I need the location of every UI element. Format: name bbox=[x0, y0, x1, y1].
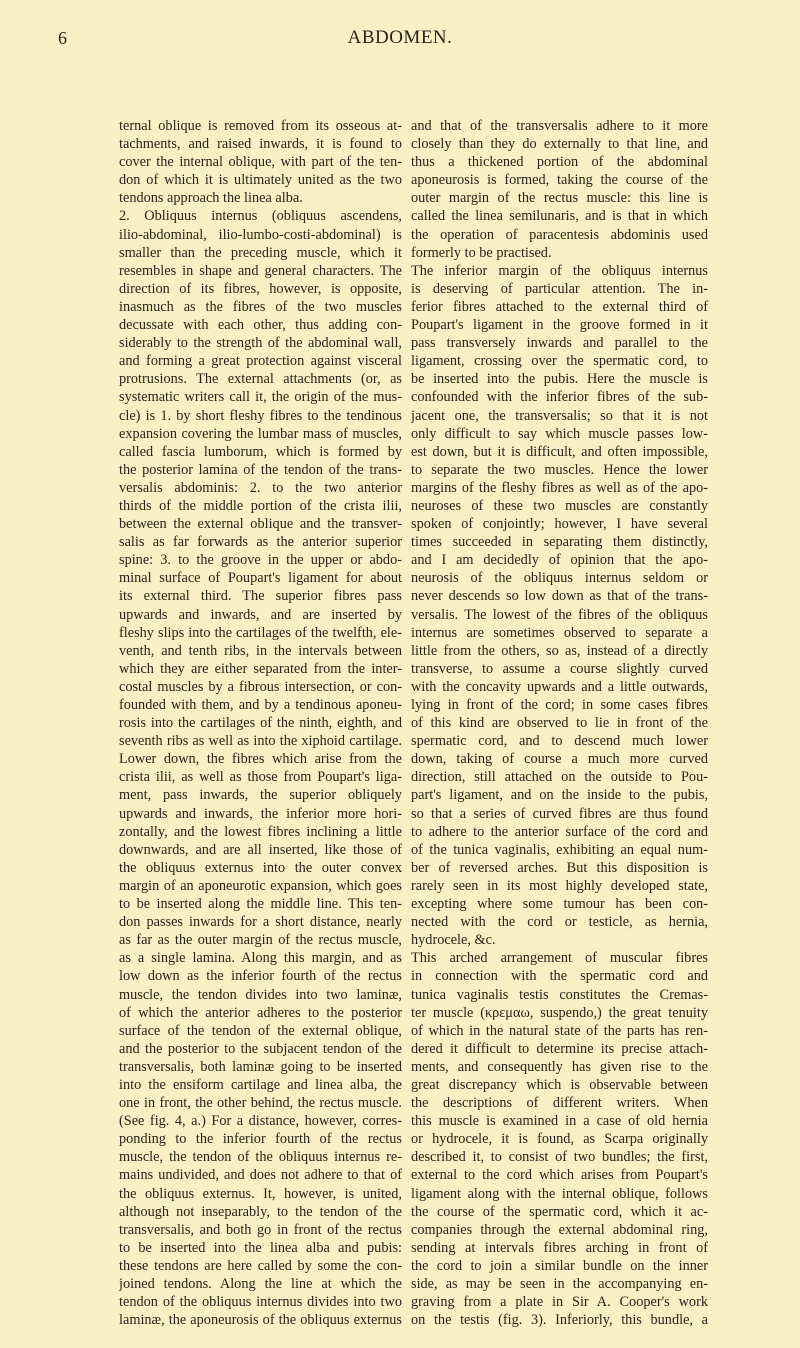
text-line: ilio-abdominal, ilio-lumbo-costi-abdominal) is bbox=[119, 226, 402, 243]
text-line: laminæ, the aponeurosis of the obliquus externus bbox=[119, 1312, 402, 1329]
right-column bbox=[411, 117, 708, 1329]
text-line: as far as the outer margin of the rectus muscle, bbox=[119, 932, 402, 949]
text-line: transversalis, both laminæ going to be inserted bbox=[119, 1058, 402, 1075]
text-line: of the tunica vaginalis, exhibiting an equal num- bbox=[411, 841, 708, 858]
text-line: ments, and consequently has given rise to the bbox=[411, 1058, 708, 1075]
text-line: tendon of the obliquus internus divides into two bbox=[119, 1294, 402, 1311]
text-line: nected with the cord or testicle, as hernia, bbox=[411, 914, 708, 931]
text-line: spermatic cord, and to descend much lower bbox=[411, 733, 708, 750]
text-line: 2. Obliquus internus (obliquus ascendens, bbox=[119, 208, 402, 225]
text-line: costal muscles by a fibrous intersection, or con- bbox=[119, 678, 402, 695]
text-line: ternal oblique is removed from its osseous at- bbox=[119, 118, 402, 134]
text-line: mains undivided, and does not adhere to that of bbox=[119, 1167, 402, 1184]
text-line: muscle, the tendon divides into two laminæ, bbox=[119, 986, 402, 1003]
text-line: versalis. The lowest of the fibres of the obliquus bbox=[411, 606, 708, 623]
text-line: tunica vaginalis testis constitutes the Cremas- bbox=[411, 986, 708, 1003]
text-line: upwards and inwards, the inferior more hori- bbox=[119, 805, 402, 822]
text-line: Lower down, the fibres which arise from the bbox=[119, 751, 402, 768]
text-line: thus a thickened portion of the abdominal bbox=[411, 154, 708, 171]
text-line: ment, pass inwards, the superior obliquely bbox=[119, 787, 402, 804]
text-line: don passes inwards for a short distance, nearly bbox=[119, 914, 402, 931]
text-line: ponding to the inferior fourth of the rectus bbox=[119, 1131, 402, 1148]
text-line: formerly to be practised. bbox=[411, 244, 552, 261]
text-line: neuroses of these two muscles are constantly bbox=[411, 497, 708, 514]
text-line: of this kind are observed to lie in front of the bbox=[411, 715, 708, 732]
text-line: protrusions. The external attachments (or, as bbox=[119, 371, 402, 388]
text-line: (See fig. 4, a.) For a distance, however, corres- bbox=[119, 1113, 402, 1130]
text-line: with the concavity upwards and a little outwards, bbox=[411, 678, 708, 695]
text-line: outer margin of the rectus muscle: this line is bbox=[411, 190, 708, 207]
text-line: Poupart's ligament in the groove formed in it bbox=[411, 317, 708, 334]
text-line: seventh ribs as well as into the xiphoid cartilage. bbox=[119, 733, 402, 750]
text-line: ter muscle (κρεμαω, suspendo,) the great tenuity bbox=[411, 1004, 708, 1021]
text-line: lying in front of the cord; in some cases fibres bbox=[411, 697, 708, 713]
text-line: inasmuch as the fibres of the two muscles bbox=[119, 298, 402, 315]
text-line: in connection with the spermatic cord and bbox=[411, 968, 708, 985]
text-line: excepting where some tumour has been con- bbox=[411, 896, 708, 913]
text-line: tachments, and raised inwards, it is found to bbox=[119, 136, 402, 153]
text-line: tendons approach the linea alba. bbox=[119, 190, 303, 207]
text-line: This arched arrangement of muscular fibres bbox=[411, 950, 708, 967]
text-line: or hydrocele, it is found, as Scarpa originally bbox=[411, 1131, 708, 1148]
text-line: into the ensiform cartilage and linea alba, the bbox=[119, 1076, 402, 1093]
text-line: ber of reversed arches. But this disposition is bbox=[411, 859, 708, 876]
text-line: which they are either separated from the inter- bbox=[119, 660, 402, 677]
text-line: est down, but it is difficult, and often impossible, bbox=[411, 443, 708, 460]
text-line: between the external oblique and the transver- bbox=[119, 516, 402, 533]
text-line: ligament, crossing over the spermatic cord, to bbox=[411, 353, 708, 370]
text-line: don of which it is ultimately united as the two bbox=[119, 172, 402, 189]
text-line: siderably to the strength of the abdominal wall, bbox=[119, 335, 402, 352]
text-line: transverse, to assume a course slightly curved bbox=[411, 660, 708, 677]
text-line: thirds of the middle portion of the crista ilii, bbox=[119, 497, 402, 514]
text-line: versalis abdominis: 2. to the two anterior bbox=[119, 479, 402, 496]
text-line: called fascia lumborum, which is formed by bbox=[119, 443, 402, 460]
text-line: side, as may be seen in the accompanying en- bbox=[411, 1276, 708, 1292]
text-line: part's ligament, and on the inside to the pubis, bbox=[411, 787, 708, 804]
text-line: neurosis of the obliquus internus seldom or bbox=[411, 570, 708, 587]
text-line: of which in the natural state of the parts has ren- bbox=[411, 1022, 708, 1039]
text-line: fleshy slips into the cartilages of the twelfth, ele- bbox=[119, 624, 402, 641]
text-line: times succeeded in separating them distinctly, bbox=[411, 534, 708, 551]
text-line: ligament along with the internal oblique, follows bbox=[411, 1185, 708, 1202]
text-line: rarely seen in its most highly developed state, bbox=[411, 877, 708, 894]
text-line: dered it difficult to determine its precise attach- bbox=[411, 1040, 708, 1057]
text-line: and that of the transversalis adhere to it more bbox=[411, 118, 708, 134]
text-line: companies through the external abdominal ring, bbox=[411, 1221, 708, 1238]
text-line: to be inserted into the linea alba and pubis: bbox=[119, 1239, 402, 1256]
text-line: sending at intervals fibres arching in front of bbox=[411, 1239, 708, 1256]
text-line: ferior fibres attached to the external third of bbox=[411, 298, 708, 315]
text-line: rosis into the cartilages of the ninth, eighth, and bbox=[119, 715, 402, 732]
text-line: muscle, the tendon of the obliquus internus re- bbox=[119, 1149, 402, 1166]
text-line: joined tendons. Along the line at which the bbox=[119, 1276, 402, 1292]
text-line: called the linea semilunaris, and is that in which bbox=[411, 208, 708, 225]
text-line: spine: 3. to the groove in the upper or abdo- bbox=[119, 552, 402, 569]
text-line: decussate with each other, thus adding con- bbox=[119, 317, 402, 334]
text-line: to separate the two muscles. Hence the lower bbox=[411, 461, 708, 478]
text-line: to be inserted along the middle line. This ten- bbox=[119, 896, 402, 913]
text-line: down, taking of course a much more curved bbox=[411, 751, 708, 768]
text-line: hydrocele, &c. bbox=[411, 932, 496, 949]
text-line: transversalis, and both go in front of the rectus bbox=[119, 1221, 402, 1238]
text-line: expansion covering the lumbar mass of muscles, bbox=[119, 425, 402, 442]
text-line: jacent one, the transversalis; so that it is not bbox=[411, 407, 708, 424]
text-line: surface of the tendon of the external oblique, bbox=[119, 1022, 402, 1039]
text-line: and forming a great protection against visceral bbox=[119, 353, 402, 370]
text-line: the obliquus externus into the outer convex bbox=[119, 859, 402, 876]
text-line: systematic writers call it, the origin of the mus- bbox=[119, 389, 402, 406]
text-line: the cord to join a similar bundle on the inner bbox=[411, 1257, 708, 1274]
text-line: aponeurosis is formed, taking the course of the bbox=[411, 172, 708, 189]
text-line: and I am decidedly of opinion that the apo- bbox=[411, 552, 708, 569]
text-line: to adhere to the anterior surface of the cord and bbox=[411, 823, 708, 840]
text-line: be inserted into the pubis. Here the muscle is bbox=[411, 371, 708, 388]
text-line: is deserving of particular attention. The in- bbox=[411, 280, 708, 297]
text-line: the course of the spermatic cord, which it ac- bbox=[411, 1203, 708, 1220]
text-line: the descriptions of different writers. When bbox=[411, 1095, 708, 1112]
left-column bbox=[119, 117, 402, 1329]
text-line: cover the internal oblique, with part of the ten- bbox=[119, 154, 402, 171]
text-line: of which the anterior adheres to the posterior bbox=[119, 1004, 402, 1021]
text-line: cle) is 1. by short fleshy fibres to the tendinous bbox=[119, 407, 402, 424]
text-line: direction of its fibres, however, is opposite, bbox=[119, 280, 402, 297]
page-number: 6 bbox=[58, 28, 67, 48]
text-line: described it, to consist of two bundles; the first, bbox=[411, 1149, 708, 1166]
text-line: downwards, and are all inserted, like those of bbox=[119, 841, 402, 858]
text-line: on the testis (fig. 3). Inferiorly, this bundle, a bbox=[411, 1312, 708, 1329]
text-line: internus are sometimes observed to separate a bbox=[411, 624, 708, 641]
text-line: minal surface of Poupart's ligament for about bbox=[119, 570, 402, 587]
text-line: great discrepancy which is observable between bbox=[411, 1076, 708, 1093]
text-line: and the posterior to the subjacent tendon of the bbox=[119, 1040, 402, 1057]
text-line: upwards and inwards, and are inserted by bbox=[119, 606, 402, 623]
running-title: ABDOMEN. bbox=[347, 27, 453, 48]
text-line: these tendons are here called by some the con- bbox=[119, 1257, 402, 1274]
text-line: founded with them, and by a tendinous aponeu- bbox=[119, 697, 402, 713]
text-line: smaller than the preceding muscle, which it bbox=[119, 244, 402, 261]
text-line: venth, and tenth ribs, in the intervals between bbox=[119, 642, 402, 659]
text-line: although not inseparably, to the tendon of the bbox=[119, 1203, 402, 1220]
text-line: external to the cord which arises from Poupart's bbox=[411, 1167, 708, 1184]
text-line: as a single lamina. Along this margin, and as bbox=[119, 950, 402, 967]
text-line: salis as far forwards as the anterior superior bbox=[119, 534, 402, 551]
text-line: zontally, and the lowest fibres inclining a little bbox=[119, 823, 402, 840]
text-line: little from the others, so as, instead of a directly bbox=[411, 642, 708, 659]
text-line: spoken of conjointly; however, I have several bbox=[411, 516, 708, 533]
text-line: pass transversely inwards and parallel to the bbox=[411, 335, 708, 352]
text-line: margins of the fleshy fibres as well as of the apo- bbox=[411, 479, 708, 496]
text-line: closely than they do externally to that line, and bbox=[411, 136, 708, 153]
text-line: only difficult to say which muscle passes low- bbox=[411, 425, 708, 442]
text-line: margin of an aponeurotic expansion, which goes bbox=[119, 877, 402, 894]
text-line: its external third. The superior fibres pass bbox=[119, 588, 402, 605]
text-line: low down as the inferior fourth of the rectus bbox=[119, 968, 402, 985]
text-line: the operation of paracentesis abdominis used bbox=[411, 226, 708, 243]
text-line: The inferior margin of the obliquus internus bbox=[411, 262, 708, 279]
text-line: one in front, the other behind, the rectus muscle. bbox=[119, 1095, 402, 1112]
text-line: the posterior lamina of the tendon of the trans- bbox=[119, 461, 402, 478]
text-line: so that a series of curved fibres are thus found bbox=[411, 805, 708, 822]
text-line: crista ilii, as well as those from Poupart's liga- bbox=[119, 769, 402, 786]
text-line: this muscle is examined in a case of old hernia bbox=[411, 1113, 708, 1130]
text-line: confounded with the inferior fibres of the sub- bbox=[411, 389, 708, 406]
text-line: direction, still attached on the outside to Pou- bbox=[411, 769, 708, 786]
text-line: resembles in shape and general characters. The bbox=[119, 262, 402, 279]
text-line: never descends so low down as that of the trans- bbox=[411, 588, 708, 605]
text-line: graving from a plate in Sir A. Cooper's work bbox=[411, 1294, 708, 1311]
text-line: the obliquus externus. It, however, is united, bbox=[119, 1185, 402, 1202]
